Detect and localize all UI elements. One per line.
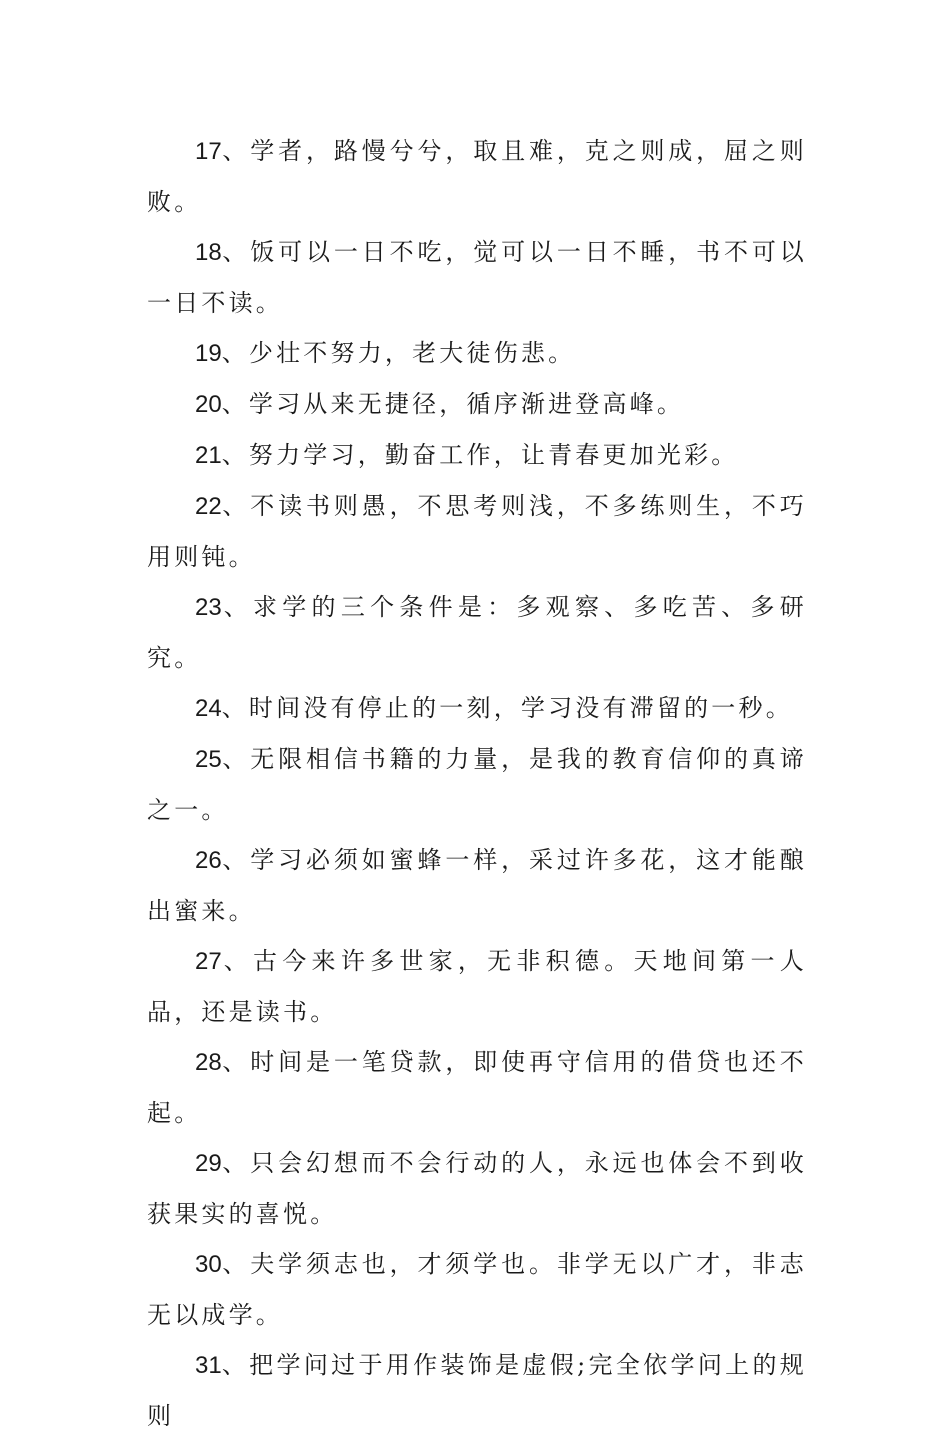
quote-text: 、古今来许多世家，无非积德。天地间第一人品，还是读书。 [147, 947, 807, 1026]
quote-number: 27 [195, 948, 222, 975]
quote-text: 、学者，路慢兮兮，取且难，克之则成，屈之则败。 [147, 137, 807, 216]
quote-text: 、学习必须如蜜蜂一样，采过许多花，这才能酿出蜜来。 [147, 846, 807, 925]
quote-number: 21 [195, 442, 222, 469]
quote-text: 、夫学须志也，才须学也。非学无以广才，非志无以成学。 [147, 1250, 807, 1329]
quote-number: 29 [195, 1150, 222, 1177]
quote-paragraph [147, 936, 807, 1037]
quote-paragraph [147, 481, 807, 582]
quote-number: 17 [195, 138, 222, 165]
quote-text: 、时间是一笔贷款，即使再守信用的借贷也还不起。 [147, 1048, 807, 1127]
quote-paragraph [147, 328, 807, 379]
quote-number: 30 [195, 1251, 222, 1278]
quote-text: 、求学的三个条件是：多观察、多吃苦、多研究。 [147, 593, 807, 672]
quote-number: 23 [195, 594, 222, 621]
quote-number: 31 [195, 1352, 222, 1379]
quote-text: 、努力学习，勤奋工作，让青春更加光彩。 [221, 441, 739, 469]
quote-paragraph [147, 683, 807, 734]
quote-text: 、少壮不努力，老大徒伤悲。 [221, 339, 576, 367]
quote-number: 20 [195, 391, 222, 418]
quote-number: 18 [195, 239, 222, 266]
quote-number: 19 [195, 340, 222, 367]
quote-number: 28 [195, 1049, 222, 1076]
quote-paragraph [147, 1037, 807, 1138]
quote-number: 24 [195, 695, 222, 722]
quote-number: 22 [195, 493, 222, 520]
quote-paragraph [147, 734, 807, 835]
quote-paragraph [147, 379, 807, 430]
quote-paragraph [147, 126, 807, 227]
quote-text: 、不读书则愚，不思考则浅，不多练则生，不巧用则钝。 [147, 492, 807, 571]
quote-paragraph [147, 1138, 807, 1239]
quote-number: 26 [195, 847, 222, 874]
quote-paragraph [147, 227, 807, 328]
quote-paragraph [147, 835, 807, 936]
quote-text: 、把学问过于用作装饰是虚假;完全依学问上的规则 [147, 1351, 807, 1430]
quote-paragraph [147, 1239, 807, 1340]
quote-list [147, 126, 807, 1441]
quote-text: 、饭可以一日不吃，觉可以一日不睡，书不可以一日不读。 [147, 238, 807, 317]
quote-number: 25 [195, 746, 222, 773]
quote-text: 、学习从来无捷径，循序渐进登高峰。 [221, 390, 685, 418]
quote-text: 、时间没有停止的一刻，学习没有滞留的一秒。 [221, 694, 793, 722]
quote-paragraph [147, 1340, 807, 1441]
quote-paragraph [147, 430, 807, 481]
quote-text: 、无限相信书籍的力量，是我的教育信仰的真谛之一。 [147, 745, 807, 824]
quote-paragraph [147, 582, 807, 683]
quote-text: 、只会幻想而不会行动的人，永远也体会不到收获果实的喜悦。 [147, 1149, 807, 1228]
